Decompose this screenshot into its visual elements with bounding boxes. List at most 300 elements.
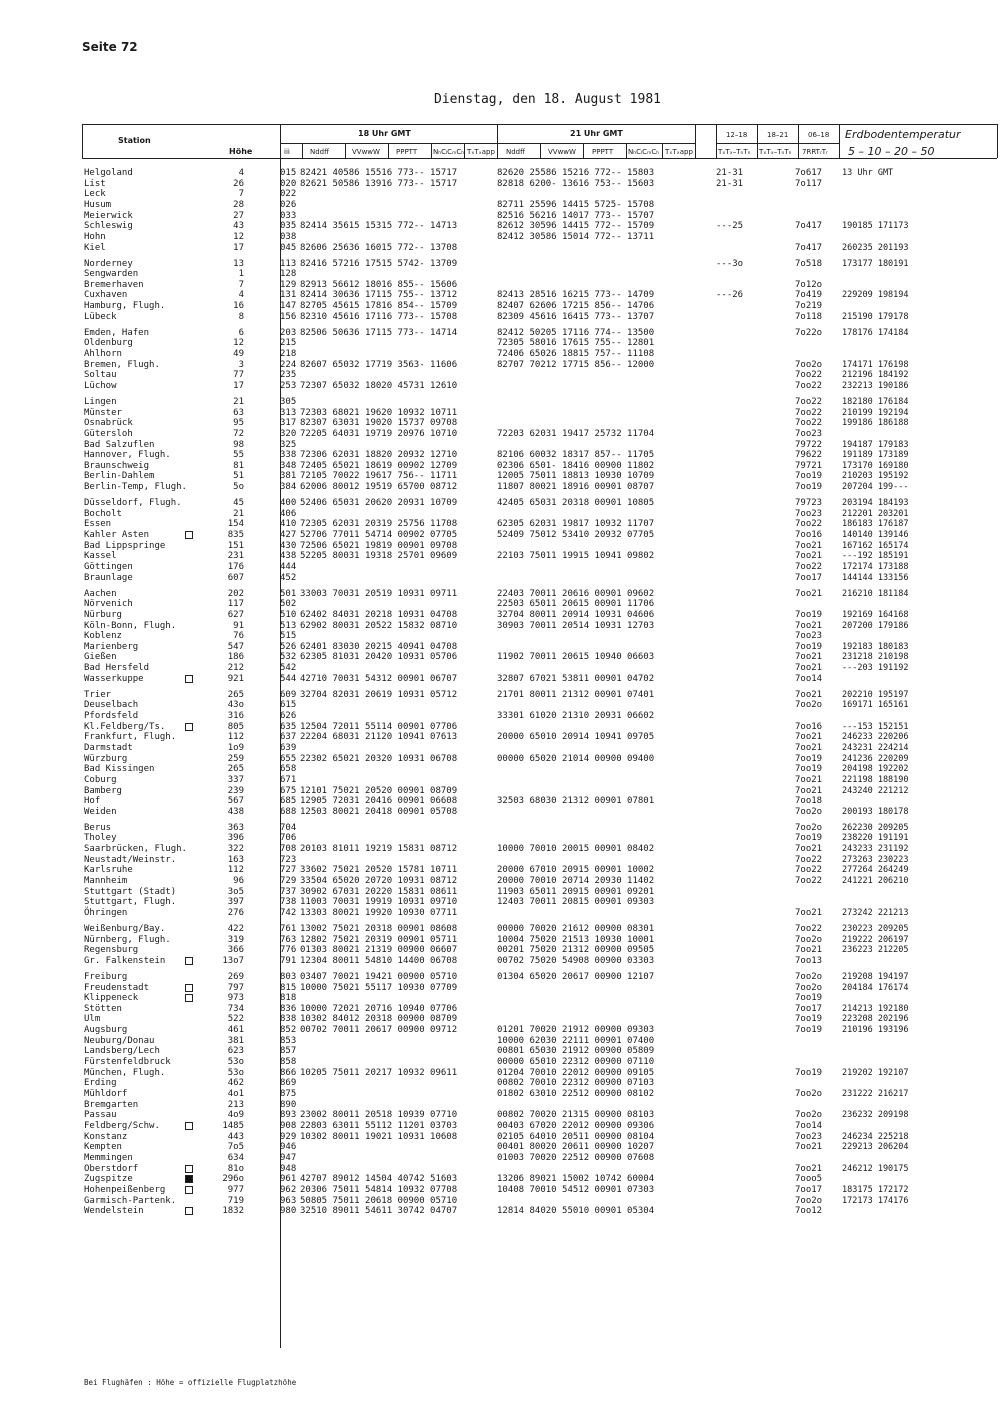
station-altitude: 63 — [233, 407, 244, 418]
code-06-18: 7oo23 — [795, 631, 823, 642]
station-index: 852 — [280, 1025, 297, 1036]
obs-21-gmt: 01003 70020 22512 00900 07608 — [497, 1152, 655, 1163]
obs-18-gmt: 72105 70022 19617 756-- 11711 — [300, 471, 458, 482]
code-06-18: 7oo2o — [795, 934, 823, 945]
station-name: Bremgarten — [84, 1099, 139, 1110]
station-index: 791 — [280, 955, 297, 966]
table-row — [0, 786, 1000, 797]
table-row — [0, 1057, 1000, 1068]
obs-21-gmt: 10000 70010 20015 00901 08402 — [497, 844, 655, 855]
table-row — [0, 1153, 1000, 1164]
station-index: 501 — [280, 588, 297, 599]
soil-temperature: 192169 164168 — [842, 609, 909, 620]
station-altitude: 4o1 — [227, 1089, 244, 1099]
obs-21-gmt: 22503 65011 20615 00901 11706 — [497, 599, 655, 610]
station-index: 113 — [280, 258, 297, 269]
station-index: 836 — [280, 1003, 297, 1014]
station-name: Essen — [84, 519, 112, 530]
station-name: Schleswig — [84, 221, 133, 232]
station-name: Saarbrücken, Flugh. — [84, 844, 187, 855]
station-index: 615 — [280, 700, 297, 711]
station-index: 532 — [280, 652, 297, 663]
station-altitude: 7 — [238, 189, 244, 200]
col-21-tdapp: TₓTₓapp — [665, 148, 693, 156]
soil-temperature: 236232 209198 — [842, 1110, 909, 1121]
station-name: Nörvenich — [84, 599, 133, 610]
obs-21-gmt: 22103 75011 19915 10941 09802 — [497, 551, 655, 562]
soil-temperature: 192183 180183 — [842, 641, 909, 652]
station-index: 384 — [280, 482, 297, 493]
station-altitude: 461 — [227, 1025, 244, 1036]
table-row — [0, 775, 1000, 786]
station-index: 639 — [280, 742, 297, 753]
code-06-18: 7oo19 — [795, 753, 823, 764]
station-index: 513 — [280, 620, 297, 631]
station-altitude: 81 — [233, 460, 244, 471]
station-name: List — [84, 178, 106, 189]
obs-21-gmt: 00401 80020 20611 00900 10207 — [497, 1142, 655, 1153]
code-06-18: 7oo21 — [795, 945, 823, 956]
station-altitude: 151 — [227, 540, 244, 551]
code-06-18: 7oo2o — [795, 971, 823, 982]
obs-18-gmt: 82607 65032 17719 3563- 11606 — [300, 359, 458, 370]
station-altitude: 719 — [227, 1195, 244, 1206]
code-06-18: 7oo22 — [795, 407, 823, 418]
code-06-18: 7oo22 — [795, 380, 823, 391]
header-sub-06-18: 7RRTᵣTᵣ — [802, 148, 828, 156]
obs-18-gmt: 52205 80031 19318 25701 09609 — [300, 551, 458, 562]
station-name: München, Flugh. — [84, 1067, 166, 1078]
obs-18-gmt: 82414 30636 17115 755-- 13712 — [300, 290, 458, 301]
soil-temperature: 174171 176198 — [842, 359, 909, 370]
obs-21-gmt: 82309 45616 16415 773-- 13707 — [497, 311, 655, 322]
station-name: Regensburg — [84, 945, 139, 956]
station-index: 962 — [280, 1184, 297, 1195]
station-altitude: 76 — [233, 631, 244, 642]
table-row — [0, 232, 1000, 243]
station-altitude: 13 — [233, 258, 244, 269]
station-index: 515 — [280, 631, 297, 642]
code-06-18: 7oo21 — [795, 620, 823, 631]
code-06-18: 7oo23 — [795, 428, 823, 439]
station-index: 224 — [280, 359, 297, 370]
station-name: Memmingen — [84, 1152, 133, 1163]
station-altitude: 186 — [227, 652, 244, 663]
square-icon — [185, 1207, 193, 1215]
obs-18-gmt: 10302 80011 19021 10931 10608 — [300, 1131, 458, 1142]
station-altitude: 91 — [233, 620, 244, 631]
obs-21-gmt: 32807 67021 53811 00901 04702 — [497, 673, 655, 684]
station-altitude: 154 — [227, 519, 244, 530]
code-06-18: 79622 — [795, 450, 823, 461]
station-altitude: 319 — [227, 934, 244, 945]
page-number: Seite 72 — [82, 40, 138, 54]
station-name: Koblenz — [84, 631, 122, 642]
table-row — [0, 408, 1000, 419]
obs-18-gmt: 82913 56612 18016 855-- 15606 — [300, 279, 458, 290]
obs-21-gmt: 62305 62031 19817 10932 11707 — [497, 519, 655, 530]
soil-temperature: 223208 202196 — [842, 1014, 909, 1025]
obs-18-gmt: 10000 72021 20716 10940 07706 — [300, 1003, 458, 1014]
station-altitude: 1o9 — [227, 742, 244, 753]
station-name: Wasserkuppe — [84, 673, 144, 684]
code-06-18: 7o12o — [795, 279, 823, 290]
code-06-18: 7oo19 — [795, 1067, 823, 1078]
station-name: Berus — [84, 822, 112, 833]
obs-21-gmt: 72406 65026 18815 757-- 11108 — [497, 349, 655, 359]
station-index: 406 — [280, 508, 297, 519]
code-06-18: 7oo19 — [795, 482, 823, 493]
station-altitude: 213 — [227, 1099, 244, 1110]
soil-temperature: 230223 209205 — [842, 923, 909, 934]
table-row — [0, 328, 1000, 339]
station-altitude: 95 — [233, 418, 244, 429]
station-index: 737 — [280, 886, 297, 897]
obs-21-gmt: 20000 70010 20714 20930 11402 — [497, 876, 655, 886]
date-heading: Dienstag, den 18. August 1981 — [434, 92, 661, 107]
station-index: 980 — [280, 1206, 297, 1217]
obs-18-gmt: 62006 80012 19519 65700 08712 — [300, 482, 458, 493]
table-row — [0, 301, 1000, 312]
station-name: Weiden — [84, 806, 117, 817]
station-name: Emden, Hafen — [84, 327, 150, 338]
soil-temperature: 199186 186188 — [842, 418, 909, 429]
station-index: 218 — [280, 349, 297, 359]
station-altitude: 112 — [227, 865, 244, 876]
table-row — [0, 935, 1000, 946]
table-row — [0, 1078, 1000, 1089]
station-name: Ahlhorn — [84, 349, 122, 359]
obs-21-gmt: 00802 70020 21315 00900 08103 — [497, 1110, 655, 1121]
station-index: 675 — [280, 785, 297, 796]
code-06-18: 7oo2o — [795, 822, 823, 833]
obs-21-gmt: 82818 6200- 13616 753-- 15603 — [497, 178, 655, 189]
col-18-nddff: Nddff — [310, 148, 329, 156]
station-index: 637 — [280, 732, 297, 743]
station-index: 400 — [280, 498, 297, 508]
table-row — [0, 599, 1000, 610]
table-row — [0, 631, 1000, 642]
code-06-18: 7oo21 — [795, 551, 823, 562]
soil-temperature: 219202 192107 — [842, 1067, 909, 1078]
obs-18-gmt: 32510 89011 54611 30742 04707 — [300, 1206, 458, 1217]
station-name: Gießen — [84, 652, 117, 663]
obs-18-gmt: 33602 75021 20520 15781 10711 — [300, 865, 458, 876]
station-altitude: 567 — [227, 796, 244, 807]
station-altitude: 81o — [227, 1163, 244, 1174]
soil-temperature: 190185 171173 — [842, 221, 909, 232]
obs-18-gmt: 72303 68021 19620 10932 10711 — [300, 407, 458, 418]
station-index: 038 — [280, 231, 297, 242]
station-altitude: 7o5 — [227, 1142, 244, 1153]
soil-temperature: 243240 221212 — [842, 785, 909, 796]
station-altitude: 363 — [227, 822, 244, 833]
table-row — [0, 418, 1000, 429]
station-altitude: 53o — [227, 1067, 244, 1078]
station-altitude: 734 — [227, 1003, 244, 1014]
station-name: Konstanz — [84, 1131, 128, 1142]
code-06-18: 7oo21 — [795, 844, 823, 855]
station-name: Kahler Asten — [84, 530, 150, 540]
table-row — [0, 1068, 1000, 1079]
table-row — [0, 381, 1000, 392]
soil-temperature: 229209 198194 — [842, 290, 909, 301]
table-row — [0, 764, 1000, 775]
obs-18-gmt: 62401 83030 20215 40941 04708 — [300, 641, 458, 652]
station-name: Wendelstein — [84, 1206, 144, 1217]
station-name: Braunlage — [84, 572, 133, 583]
table-row — [0, 551, 1000, 562]
station-index: 685 — [280, 796, 297, 807]
station-name: Bad Kissingen — [84, 764, 155, 775]
code-06-18: 7oo21 — [795, 785, 823, 796]
square-icon — [185, 1122, 193, 1130]
table-row — [0, 1132, 1000, 1143]
code-06-18: 7oo22 — [795, 519, 823, 530]
station-altitude: 13o7 — [222, 955, 244, 966]
station-name: Kassel — [84, 551, 117, 562]
soil-temperature: 172173 174176 — [842, 1195, 909, 1206]
table-row — [0, 589, 1000, 600]
soil-temperature: 219222 206197 — [842, 934, 909, 945]
code-06-18: 7oo2o — [795, 700, 823, 711]
station-altitude: 231 — [227, 551, 244, 562]
obs-21-gmt: 10000 62030 22111 00901 07400 — [497, 1035, 655, 1046]
soil-temperature: 232213 190186 — [842, 380, 909, 391]
station-altitude: 43 — [233, 221, 244, 232]
table-row — [0, 562, 1000, 573]
station-altitude: 7 — [238, 279, 244, 290]
station-index: 026 — [280, 200, 297, 210]
code-06-18: 7o417 — [795, 242, 823, 253]
station-index: 235 — [280, 370, 297, 381]
station-name: Neustadt/Weinstr. — [84, 854, 177, 865]
station-index: 609 — [280, 689, 297, 700]
col-21-vvwww: VVwwW — [548, 148, 576, 156]
square-icon — [185, 675, 193, 683]
station-altitude: 8 — [238, 311, 244, 322]
obs-21-gmt: 82412 30586 15014 772-- 13711 — [497, 231, 655, 242]
soil-temperature: 202210 195197 — [842, 689, 909, 700]
table-row — [0, 690, 1000, 701]
obs-21-gmt: 00000 65020 21014 00900 09400 — [497, 753, 655, 764]
table-row — [0, 956, 1000, 967]
station-name: Sengwarden — [84, 269, 139, 280]
table-row — [0, 642, 1000, 653]
soil-temperature: 212201 203201 — [842, 508, 909, 519]
square-icon — [185, 957, 193, 965]
station-altitude: 72 — [233, 428, 244, 439]
obs-18-gmt: 20306 75011 54814 10932 07708 — [300, 1184, 458, 1195]
obs-18-gmt: 22803 63011 55112 11201 03703 — [300, 1120, 458, 1131]
table-row — [0, 482, 1000, 493]
soil-temperature: 210203 195192 — [842, 471, 909, 482]
soil-temperature: 172174 173188 — [842, 561, 909, 572]
soil-temperature: 194187 179183 — [842, 439, 909, 450]
station-index: 129 — [280, 279, 297, 290]
table-row — [0, 211, 1000, 222]
station-index: 452 — [280, 572, 297, 583]
station-name: Neuburg/Donau — [84, 1035, 155, 1046]
station-altitude: 4o9 — [227, 1110, 244, 1121]
code-06-18: 7oo19 — [795, 471, 823, 482]
station-index: 875 — [280, 1089, 297, 1099]
station-altitude: 547 — [227, 641, 244, 652]
obs-18-gmt: 12503 80021 20418 00901 05708 — [300, 806, 458, 817]
station-altitude: 265 — [227, 764, 244, 775]
station-name: Hannover, Flugh. — [84, 450, 171, 461]
obs-21-gmt: 82106 60032 18317 857-- 11705 — [497, 450, 655, 461]
station-index: 626 — [280, 711, 297, 721]
station-altitude: 55 — [233, 450, 244, 461]
code-06-18: 7oo2o — [795, 982, 823, 993]
station-index: 020 — [280, 178, 297, 189]
station-altitude: 53o — [227, 1057, 244, 1067]
obs-18-gmt: 12101 75021 20520 00901 08709 — [300, 785, 458, 796]
station-altitude: 1832 — [222, 1206, 244, 1217]
obs-21-gmt: 00802 70010 22312 00900 07103 — [497, 1078, 655, 1089]
obs-21-gmt: 00702 75020 54908 00900 03303 — [497, 955, 655, 966]
station-name: Pfordsfeld — [84, 711, 139, 721]
soil-temperature: 186183 176187 — [842, 519, 909, 530]
obs-21-gmt: 82707 70212 17715 856-- 12000 — [497, 359, 655, 370]
table-row — [0, 1164, 1000, 1175]
station-index: 635 — [280, 721, 297, 732]
col-18-tdapp: TₓTₓapp — [467, 148, 495, 156]
station-name: Deuselbach — [84, 700, 139, 711]
station-altitude: 396 — [227, 833, 244, 844]
station-name: Darmstadt — [84, 742, 133, 753]
table-row — [0, 887, 1000, 898]
soil-temperature: 144144 133156 — [842, 572, 909, 583]
station-altitude: 98 — [233, 439, 244, 450]
station-name: Kiel — [84, 242, 106, 253]
obs-21-gmt: 12814 84020 55010 00901 05304 — [497, 1206, 655, 1217]
station-index: 893 — [280, 1110, 297, 1121]
obs-21-gmt: 72305 58016 17615 755-- 12801 — [497, 338, 655, 349]
soil-temperature: ---192 185191 — [842, 551, 909, 562]
station-index: 131 — [280, 290, 297, 301]
table-row — [0, 1036, 1000, 1047]
station-altitude: 12 — [233, 338, 244, 349]
station-index: 444 — [280, 561, 297, 572]
station-altitude: 623 — [227, 1046, 244, 1057]
soil-temperature: 246233 220206 — [842, 732, 909, 743]
soil-temperature: 243231 224214 — [842, 742, 909, 753]
table-row — [0, 897, 1000, 908]
obs-18-gmt: 52706 77011 54714 00902 07705 — [300, 530, 458, 540]
soil-temperature: 246234 225218 — [842, 1131, 909, 1142]
station-altitude: 443 — [227, 1131, 244, 1142]
table-row — [0, 652, 1000, 663]
station-name: Augsburg — [84, 1025, 128, 1036]
station-name: Tholey — [84, 833, 117, 844]
code-06-18: 7oo21 — [795, 689, 823, 700]
code-06-18: 7o417 — [795, 221, 823, 232]
station-name: Gütersloh — [84, 428, 133, 439]
soil-temperature: 260235 201193 — [842, 242, 909, 253]
station-name: Hohenpeißenberg — [84, 1184, 166, 1195]
obs-21-gmt: 01304 65020 20617 00900 12107 — [497, 971, 655, 982]
table-row — [0, 290, 1000, 301]
header-18-gmt: 18 Uhr GMT — [358, 129, 411, 138]
filled-square-icon — [185, 1175, 193, 1183]
table-row — [0, 1100, 1000, 1111]
soil-temperature: 204198 192202 — [842, 764, 909, 775]
col-21-nddff: Nddff — [506, 148, 525, 156]
table-row — [0, 876, 1000, 887]
station-index: 723 — [280, 854, 297, 865]
table-row — [0, 189, 1000, 200]
station-altitude: 522 — [227, 1014, 244, 1025]
table-row — [0, 280, 1000, 291]
station-index: 410 — [280, 519, 297, 530]
soil-temperature: 13 Uhr GMT — [842, 168, 894, 178]
obs-18-gmt: 10302 84012 20318 00900 08709 — [300, 1014, 458, 1025]
soil-temperature: 273263 230223 — [842, 854, 909, 865]
code-06-18: 7oo2o — [795, 359, 823, 370]
table-row — [0, 1142, 1000, 1153]
code-06-18: 7oo19 — [795, 833, 823, 844]
station-index: 890 — [280, 1099, 297, 1110]
code-06-18: 7oo19 — [795, 1014, 823, 1025]
code-06-18: 7oo18 — [795, 796, 823, 807]
table-row — [0, 168, 1000, 179]
obs-21-gmt: 82516 56216 14017 773-- 15707 — [497, 210, 655, 221]
obs-18-gmt: 33003 70031 20519 10931 09711 — [300, 588, 458, 599]
obs-21-gmt: 11807 80021 18916 00901 08707 — [497, 482, 655, 493]
station-index: 742 — [280, 908, 297, 918]
obs-21-gmt: 01802 63010 22512 00900 08102 — [497, 1089, 655, 1099]
table-row — [0, 440, 1000, 451]
station-name: Soltau — [84, 370, 117, 381]
station-name: Oldenburg — [84, 338, 133, 349]
station-altitude: 17 — [233, 242, 244, 253]
station-name: Oberstdorf — [84, 1163, 139, 1174]
obs-21-gmt: 01201 70020 21912 00900 09303 — [497, 1025, 655, 1036]
station-index: 853 — [280, 1035, 297, 1046]
station-index: 203 — [280, 327, 297, 338]
station-index: 215 — [280, 338, 297, 349]
code-06-18: 7oo21 — [795, 908, 823, 918]
obs-21-gmt: 82620 25586 15216 772-- 15803 — [497, 168, 655, 178]
soil-temperature: ---153 152151 — [842, 721, 909, 732]
table-row — [0, 972, 1000, 983]
code-06-18: 7oo21 — [795, 1163, 823, 1174]
code-06-18: 7oo22 — [795, 561, 823, 572]
obs-18-gmt: 50805 75011 20618 00900 05710 — [300, 1195, 458, 1206]
obs-21-gmt: 10004 75020 21513 10930 10001 — [497, 934, 655, 945]
soil-temperature: 262230 209205 — [842, 822, 909, 833]
table-row — [0, 743, 1000, 754]
station-name: Öhringen — [84, 908, 128, 918]
station-index: 838 — [280, 1014, 297, 1025]
soil-temperature: 182180 176184 — [842, 396, 909, 407]
obs-18-gmt: 12802 75021 20319 00901 05711 — [300, 934, 458, 945]
code-06-18: 7oo19 — [795, 609, 823, 620]
col-21-ppptt: PPPTT — [592, 148, 614, 156]
soil-temperature: 236223 212205 — [842, 945, 909, 956]
obs-18-gmt: 82421 40586 15516 773-- 15717 — [300, 168, 458, 178]
table-row — [0, 823, 1000, 834]
soil-temperature: 229213 206204 — [842, 1142, 909, 1153]
station-altitude: 835 — [227, 530, 244, 540]
square-icon — [185, 1165, 193, 1173]
obs-18-gmt: 72205 64031 19719 20976 10710 — [300, 428, 458, 439]
station-index: 156 — [280, 311, 297, 322]
obs-18-gmt: 62402 84031 20218 10931 04708 — [300, 609, 458, 620]
station-name: Zugspitze — [84, 1174, 133, 1185]
